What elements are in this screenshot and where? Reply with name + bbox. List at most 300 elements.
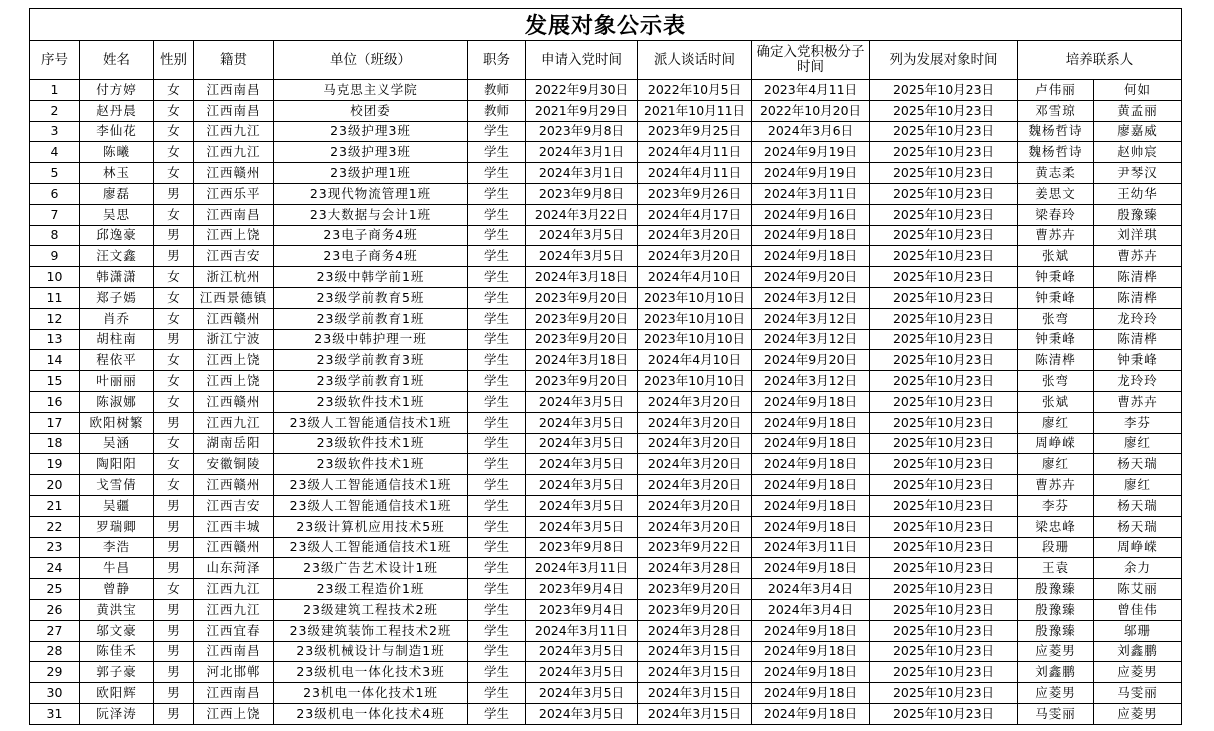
origin-cell: 江西九江 [194,142,274,163]
position-cell: 学生 [468,558,526,579]
candidate-date-cell: 2025年10月23日 [870,163,1018,184]
header-apply-date: 申请入党时间 [526,41,638,80]
origin-cell: 江西宜春 [194,620,274,641]
contact-1-cell: 魏杨哲诗 [1018,142,1094,163]
talk-date-cell: 2023年10月10日 [638,371,752,392]
origin-cell: 江西赣州 [194,163,274,184]
candidate-date-cell: 2025年10月23日 [870,579,1018,600]
activist-date-cell: 2024年3月12日 [752,329,870,350]
position-cell: 学生 [468,620,526,641]
activist-date-cell: 2024年9月18日 [752,412,870,433]
activist-date-cell: 2024年9月18日 [752,495,870,516]
row-index-cell: 6 [30,183,80,204]
gender-cell: 女 [154,121,194,142]
origin-cell: 江西上饶 [194,371,274,392]
position-cell: 教师 [468,80,526,101]
unit-class-cell: 23级软件技术1班 [274,433,468,454]
activist-date-cell: 2024年9月18日 [752,558,870,579]
row-index-cell: 13 [30,329,80,350]
table-row [30,579,1182,600]
origin-cell: 江西上饶 [194,350,274,371]
contact-2-cell: 陈清桦 [1094,329,1182,350]
contact-2-cell: 廖红 [1094,433,1182,454]
contact-1-cell: 周峥嵘 [1018,433,1094,454]
position-cell: 学生 [468,183,526,204]
member-name-cell: 李仙花 [80,121,154,142]
candidate-date-cell: 2025年10月23日 [870,204,1018,225]
activist-date-cell: 2024年9月18日 [752,433,870,454]
gender-cell: 男 [154,599,194,620]
gender-cell: 女 [154,433,194,454]
contact-1-cell: 殷豫臻 [1018,579,1094,600]
contact-2-cell: 曹苏卉 [1094,246,1182,267]
row-index-cell: 28 [30,641,80,662]
row-index-cell: 23 [30,537,80,558]
contact-2-cell: 尹琴汉 [1094,163,1182,184]
candidate-date-cell: 2025年10月23日 [870,329,1018,350]
origin-cell: 江西乐平 [194,183,274,204]
header-name: 姓名 [80,41,154,80]
talk-date-cell: 2024年4月10日 [638,267,752,288]
unit-class-cell: 23级软件技术1班 [274,391,468,412]
candidate-date-cell: 2025年10月23日 [870,703,1018,724]
position-cell: 学生 [468,495,526,516]
origin-cell: 浙江杭州 [194,267,274,288]
contact-2-cell: 曹苏卉 [1094,391,1182,412]
table-row [30,516,1182,537]
member-name-cell: 陈佳禾 [80,641,154,662]
talk-date-cell: 2024年3月15日 [638,683,752,704]
row-index-cell: 22 [30,516,80,537]
row-index-cell: 21 [30,495,80,516]
candidate-date-cell: 2025年10月23日 [870,412,1018,433]
activist-date-cell: 2024年9月18日 [752,516,870,537]
member-name-cell: 罗瑞卿 [80,516,154,537]
contact-2-cell: 黄孟丽 [1094,100,1182,121]
apply-date-cell: 2024年3月5日 [526,641,638,662]
contact-2-cell: 殷豫臻 [1094,204,1182,225]
candidate-date-cell: 2025年10月23日 [870,287,1018,308]
unit-class-cell: 23级建筑工程技术2班 [274,599,468,620]
gender-cell: 女 [154,204,194,225]
unit-class-cell: 23机电一体化技术1班 [274,683,468,704]
talk-date-cell: 2021年10月11日 [638,100,752,121]
apply-date-cell: 2023年9月20日 [526,308,638,329]
candidate-date-cell: 2025年10月23日 [870,350,1018,371]
position-cell: 学生 [468,516,526,537]
row-index-cell: 24 [30,558,80,579]
table-row [30,142,1182,163]
contact-1-cell: 姜思文 [1018,183,1094,204]
contact-1-cell: 钟秉峰 [1018,329,1094,350]
contact-2-cell: 周峥嵘 [1094,537,1182,558]
gender-cell: 男 [154,183,194,204]
talk-date-cell: 2024年3月20日 [638,391,752,412]
unit-class-cell: 23级护理3班 [274,142,468,163]
contact-2-cell: 赵帅宸 [1094,142,1182,163]
apply-date-cell: 2021年9月29日 [526,100,638,121]
contact-1-cell: 张弯 [1018,371,1094,392]
unit-class-cell: 23级护理3班 [274,121,468,142]
talk-date-cell: 2024年3月20日 [638,454,752,475]
apply-date-cell: 2023年9月4日 [526,579,638,600]
talk-date-cell: 2024年4月17日 [638,204,752,225]
table-row [30,287,1182,308]
contact-2-cell: 刘鑫鹏 [1094,641,1182,662]
member-name-cell: 黄洪宝 [80,599,154,620]
candidate-date-cell: 2025年10月23日 [870,267,1018,288]
table-row [30,183,1182,204]
unit-class-cell: 23级工程造价1班 [274,579,468,600]
activist-date-cell: 2022年10月20日 [752,100,870,121]
candidate-date-cell: 2025年10月23日 [870,371,1018,392]
contact-1-cell: 陈清桦 [1018,350,1094,371]
talk-date-cell: 2024年4月10日 [638,350,752,371]
origin-cell: 江西南昌 [194,683,274,704]
gender-cell: 男 [154,537,194,558]
gender-cell: 女 [154,80,194,101]
unit-class-cell: 23现代物流管理1班 [274,183,468,204]
header-gender: 性别 [154,41,194,80]
contact-1-cell: 王袁 [1018,558,1094,579]
position-cell: 学生 [468,204,526,225]
member-name-cell: 汪文鑫 [80,246,154,267]
row-index-cell: 7 [30,204,80,225]
row-index-cell: 31 [30,703,80,724]
talk-date-cell: 2023年10月10日 [638,308,752,329]
activist-date-cell: 2024年9月19日 [752,163,870,184]
origin-cell: 安徽铜陵 [194,454,274,475]
origin-cell: 江西赣州 [194,308,274,329]
apply-date-cell: 2024年3月1日 [526,163,638,184]
candidate-date-cell: 2025年10月23日 [870,516,1018,537]
table-row [30,204,1182,225]
contact-1-cell: 曹苏卉 [1018,225,1094,246]
apply-date-cell: 2024年3月5日 [526,703,638,724]
row-index-cell: 17 [30,412,80,433]
origin-cell: 江西上饶 [194,703,274,724]
row-index-cell: 2 [30,100,80,121]
row-index-cell: 30 [30,683,80,704]
unit-class-cell: 23级建筑装饰工程技术2班 [274,620,468,641]
talk-date-cell: 2024年3月15日 [638,641,752,662]
apply-date-cell: 2023年9月4日 [526,599,638,620]
candidate-date-cell: 2025年10月23日 [870,246,1018,267]
unit-class-cell: 校团委 [274,100,468,121]
talk-date-cell: 2023年9月20日 [638,579,752,600]
position-cell: 学生 [468,371,526,392]
candidate-date-cell: 2025年10月23日 [870,100,1018,121]
table-row [30,412,1182,433]
position-cell: 学生 [468,537,526,558]
position-cell: 学生 [468,683,526,704]
talk-date-cell: 2023年9月25日 [638,121,752,142]
contact-1-cell: 张斌 [1018,391,1094,412]
member-name-cell: 郭子豪 [80,662,154,683]
table-row [30,620,1182,641]
candidate-date-cell: 2025年10月23日 [870,662,1018,683]
candidate-date-cell: 2025年10月23日 [870,620,1018,641]
member-name-cell: 廖磊 [80,183,154,204]
talk-date-cell: 2024年3月20日 [638,412,752,433]
apply-date-cell: 2024年3月11日 [526,620,638,641]
contact-1-cell: 殷豫臻 [1018,599,1094,620]
candidate-date-cell: 2025年10月23日 [870,683,1018,704]
position-cell: 学生 [468,142,526,163]
origin-cell: 江西南昌 [194,641,274,662]
member-name-cell: 阮泽涛 [80,703,154,724]
header-candidate-date: 列为发展对象时间 [870,41,1018,80]
unit-class-cell: 23级学前教育1班 [274,371,468,392]
apply-date-cell: 2024年3月5日 [526,495,638,516]
origin-cell: 江西九江 [194,579,274,600]
talk-date-cell: 2024年3月15日 [638,662,752,683]
talk-date-cell: 2024年3月20日 [638,225,752,246]
gender-cell: 男 [154,620,194,641]
talk-date-cell: 2024年3月20日 [638,495,752,516]
unit-class-cell: 马克思主义学院 [274,80,468,101]
unit-class-cell: 23级人工智能通信技术1班 [274,537,468,558]
contact-2-cell: 王幼华 [1094,183,1182,204]
row-index-cell: 11 [30,287,80,308]
contact-2-cell: 杨天瑞 [1094,495,1182,516]
candidate-date-cell: 2025年10月23日 [870,433,1018,454]
header-index: 序号 [30,41,80,80]
table-row [30,433,1182,454]
header-talk-date: 派人谈话时间 [638,41,752,80]
contact-1-cell: 马雯丽 [1018,703,1094,724]
origin-cell: 江西南昌 [194,80,274,101]
gender-cell: 男 [154,516,194,537]
contact-1-cell: 应菱男 [1018,641,1094,662]
row-index-cell: 27 [30,620,80,641]
gender-cell: 男 [154,558,194,579]
position-cell: 学生 [468,329,526,350]
contact-2-cell: 杨天瑞 [1094,454,1182,475]
contact-2-cell: 应菱男 [1094,703,1182,724]
gender-cell: 女 [154,371,194,392]
origin-cell: 江西南昌 [194,100,274,121]
gender-cell: 女 [154,454,194,475]
table-row [30,329,1182,350]
activist-date-cell: 2024年3月4日 [752,579,870,600]
apply-date-cell: 2023年9月20日 [526,287,638,308]
position-cell: 学生 [468,599,526,620]
candidate-date-cell: 2025年10月23日 [870,641,1018,662]
apply-date-cell: 2024年3月18日 [526,350,638,371]
member-name-cell: 欧阳树繁 [80,412,154,433]
talk-date-cell: 2024年3月20日 [638,516,752,537]
activist-date-cell: 2024年3月11日 [752,537,870,558]
position-cell: 学生 [468,662,526,683]
contact-2-cell: 廖红 [1094,475,1182,496]
apply-date-cell: 2022年9月30日 [526,80,638,101]
unit-class-cell: 23级机械设计与制造1班 [274,641,468,662]
activist-date-cell: 2024年9月18日 [752,683,870,704]
contact-1-cell: 邓雪琼 [1018,100,1094,121]
member-name-cell: 程依平 [80,350,154,371]
gender-cell: 女 [154,100,194,121]
origin-cell: 江西南昌 [194,204,274,225]
row-index-cell: 26 [30,599,80,620]
activist-date-cell: 2024年9月18日 [752,620,870,641]
apply-date-cell: 2024年3月5日 [526,412,638,433]
contact-2-cell: 陈艾丽 [1094,579,1182,600]
member-name-cell: 陈淑娜 [80,391,154,412]
publicity-table [29,8,1182,725]
table-title: 发展对象公示表 [30,9,1182,41]
contact-2-cell: 龙玲玲 [1094,308,1182,329]
apply-date-cell: 2024年3月5日 [526,516,638,537]
header-position: 职务 [468,41,526,80]
activist-date-cell: 2023年4月11日 [752,80,870,101]
table-row [30,641,1182,662]
position-cell: 教师 [468,100,526,121]
table-row [30,495,1182,516]
member-name-cell: 肖乔 [80,308,154,329]
row-index-cell: 15 [30,371,80,392]
contact-1-cell: 梁忠峰 [1018,516,1094,537]
header-unit: 单位（班级） [274,41,468,80]
contact-1-cell: 李芬 [1018,495,1094,516]
origin-cell: 江西九江 [194,599,274,620]
row-index-cell: 1 [30,80,80,101]
talk-date-cell: 2023年10月10日 [638,329,752,350]
table-row [30,454,1182,475]
table-row [30,121,1182,142]
contact-1-cell: 刘鑫鹏 [1018,662,1094,683]
activist-date-cell: 2024年9月18日 [752,662,870,683]
table-row [30,391,1182,412]
origin-cell: 江西赣州 [194,391,274,412]
talk-date-cell: 2024年3月15日 [638,703,752,724]
unit-class-cell: 23级机电一体化技术3班 [274,662,468,683]
activist-date-cell: 2024年9月18日 [752,454,870,475]
table-row [30,225,1182,246]
table-row [30,683,1182,704]
table-row [30,703,1182,724]
row-index-cell: 18 [30,433,80,454]
contact-2-cell: 钟秉峰 [1094,350,1182,371]
position-cell: 学生 [468,246,526,267]
contact-2-cell: 邬珊 [1094,620,1182,641]
position-cell: 学生 [468,433,526,454]
origin-cell: 河北邯郸 [194,662,274,683]
position-cell: 学生 [468,163,526,184]
row-index-cell: 3 [30,121,80,142]
contact-1-cell: 廖红 [1018,412,1094,433]
row-index-cell: 5 [30,163,80,184]
talk-date-cell: 2023年9月22日 [638,537,752,558]
apply-date-cell: 2024年3月11日 [526,558,638,579]
activist-date-cell: 2024年3月12日 [752,308,870,329]
talk-date-cell: 2024年4月11日 [638,142,752,163]
candidate-date-cell: 2025年10月23日 [870,454,1018,475]
position-cell: 学生 [468,454,526,475]
member-name-cell: 吴涵 [80,433,154,454]
talk-date-cell: 2024年3月20日 [638,475,752,496]
table-row [30,558,1182,579]
unit-class-cell: 23级人工智能通信技术1班 [274,412,468,433]
table-row [30,267,1182,288]
talk-date-cell: 2024年3月20日 [638,246,752,267]
origin-cell: 浙江宁波 [194,329,274,350]
talk-date-cell: 2024年4月11日 [638,163,752,184]
candidate-date-cell: 2025年10月23日 [870,183,1018,204]
apply-date-cell: 2023年9月8日 [526,183,638,204]
member-name-cell: 戈雪倩 [80,475,154,496]
apply-date-cell: 2024年3月5日 [526,454,638,475]
contact-1-cell: 段珊 [1018,537,1094,558]
unit-class-cell: 23级学前教育1班 [274,308,468,329]
origin-cell: 江西景德镇 [194,287,274,308]
activist-date-cell: 2024年3月4日 [752,599,870,620]
gender-cell: 女 [154,350,194,371]
contact-1-cell: 黄志柔 [1018,163,1094,184]
origin-cell: 湖南岳阳 [194,433,274,454]
position-cell: 学生 [468,121,526,142]
unit-class-cell: 23级广告艺术设计1班 [274,558,468,579]
member-name-cell: 李浩 [80,537,154,558]
apply-date-cell: 2024年3月5日 [526,433,638,454]
row-index-cell: 12 [30,308,80,329]
table-row [30,599,1182,620]
activist-date-cell: 2024年9月18日 [752,246,870,267]
origin-cell: 江西赣州 [194,537,274,558]
candidate-date-cell: 2025年10月23日 [870,495,1018,516]
row-index-cell: 9 [30,246,80,267]
unit-class-cell: 23电子商务4班 [274,246,468,267]
member-name-cell: 陶阳阳 [80,454,154,475]
gender-cell: 男 [154,246,194,267]
gender-cell: 女 [154,475,194,496]
activist-date-cell: 2024年9月16日 [752,204,870,225]
position-cell: 学生 [468,412,526,433]
gender-cell: 男 [154,495,194,516]
position-cell: 学生 [468,703,526,724]
candidate-date-cell: 2025年10月23日 [870,391,1018,412]
table-row [30,163,1182,184]
activist-date-cell: 2024年3月6日 [752,121,870,142]
activist-date-cell: 2024年9月18日 [752,391,870,412]
candidate-date-cell: 2025年10月23日 [870,599,1018,620]
member-name-cell: 邱逸豪 [80,225,154,246]
candidate-date-cell: 2025年10月23日 [870,121,1018,142]
origin-cell: 江西九江 [194,121,274,142]
candidate-date-cell: 2025年10月23日 [870,80,1018,101]
contact-1-cell: 张弯 [1018,308,1094,329]
member-name-cell: 赵丹晨 [80,100,154,121]
unit-class-cell: 23电子商务4班 [274,225,468,246]
position-cell: 学生 [468,225,526,246]
row-index-cell: 10 [30,267,80,288]
apply-date-cell: 2024年3月5日 [526,475,638,496]
contact-2-cell: 曾佳伟 [1094,599,1182,620]
unit-class-cell: 23级人工智能通信技术1班 [274,475,468,496]
contact-2-cell: 应菱男 [1094,662,1182,683]
contact-1-cell: 应菱男 [1018,683,1094,704]
origin-cell: 江西九江 [194,412,274,433]
candidate-date-cell: 2025年10月23日 [870,308,1018,329]
header-activist-date: 确定入党积极分子时间 [752,41,870,80]
gender-cell: 男 [154,225,194,246]
contact-1-cell: 钟秉峰 [1018,267,1094,288]
activist-date-cell: 2024年9月18日 [752,225,870,246]
contact-2-cell: 李芬 [1094,412,1182,433]
apply-date-cell: 2024年3月5日 [526,225,638,246]
apply-date-cell: 2024年3月22日 [526,204,638,225]
table-row [30,350,1182,371]
